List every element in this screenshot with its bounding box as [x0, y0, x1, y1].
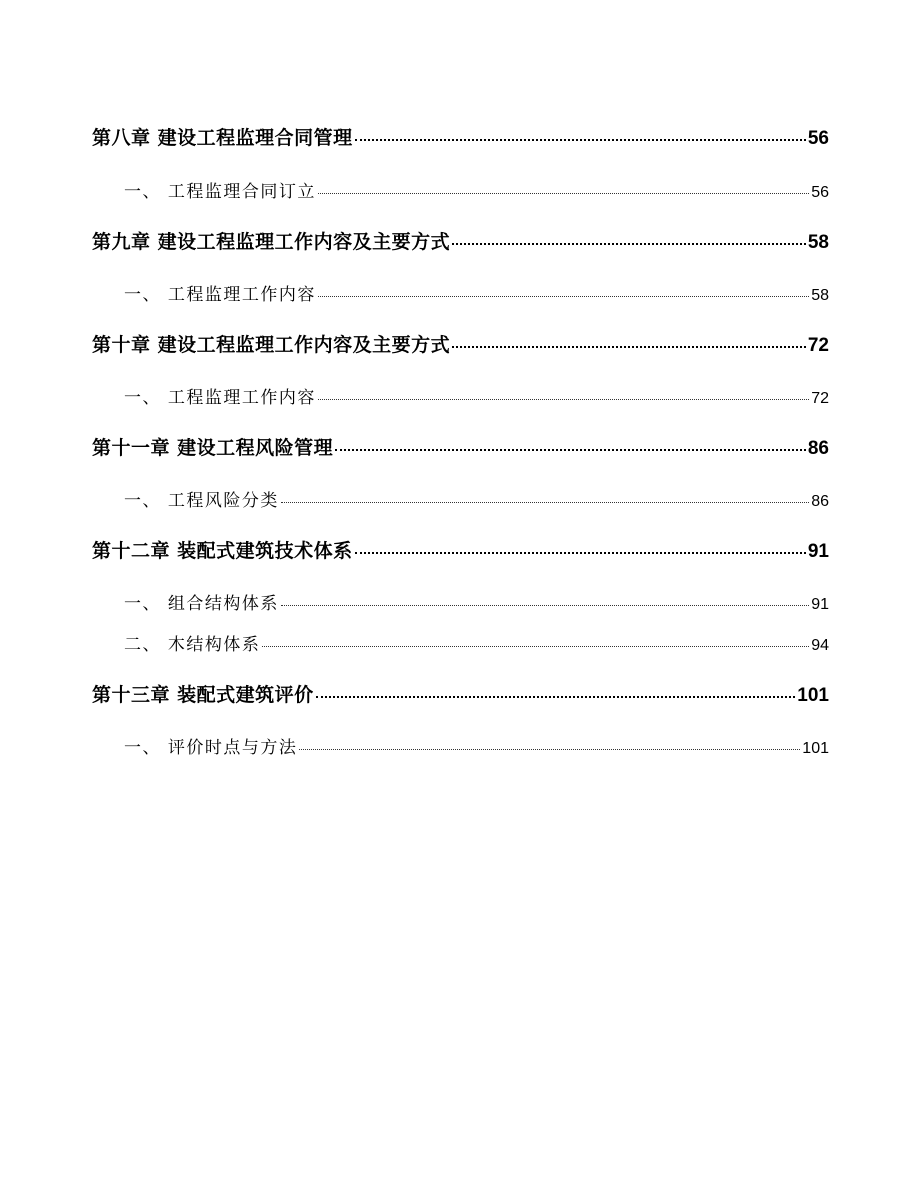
- toc-section-9-1[interactable]: [124, 280, 829, 305]
- toc-entry-page: 101: [802, 740, 829, 757]
- toc-entry-title: 第八章 建设工程监理合同管理: [92, 127, 353, 149]
- toc-entry-title: 第十二章 装配式建筑技术体系: [92, 540, 353, 562]
- toc-chapter-13[interactable]: [92, 680, 829, 707]
- dot-leader: [318, 399, 809, 400]
- toc-entry-title: 一、 工程风险分类: [124, 491, 279, 511]
- toc-section-11-1[interactable]: [124, 486, 829, 511]
- toc-entry-title: 一、 评价时点与方法: [124, 738, 298, 758]
- dot-leader: [318, 296, 809, 297]
- toc-entry-title: 一、 组合结构体系: [124, 594, 279, 614]
- toc-chapter-9[interactable]: [92, 227, 829, 254]
- toc-chapter-12[interactable]: [92, 536, 829, 563]
- toc-entry-title: 一、 工程监理合同订立: [124, 182, 316, 202]
- dot-leader: [299, 749, 800, 750]
- toc-entry-title: 一、 工程监理工作内容: [124, 388, 316, 408]
- toc-section-13-1[interactable]: [124, 733, 829, 758]
- toc-entry-page: 94: [811, 637, 829, 654]
- toc-entry-page: 86: [807, 438, 829, 459]
- dot-leader: [452, 346, 806, 348]
- toc-entry-title: 第十章 建设工程监理工作内容及主要方式: [92, 334, 451, 356]
- toc-section-10-1[interactable]: [124, 383, 829, 408]
- toc-entry-page: 101: [797, 685, 829, 706]
- toc-chapter-8[interactable]: [92, 123, 829, 150]
- toc-section-12-2[interactable]: [124, 630, 829, 655]
- dot-leader: [355, 552, 806, 554]
- toc-entry-page: 86: [811, 493, 829, 510]
- toc-entry-page: 91: [811, 596, 829, 613]
- dot-leader: [318, 193, 809, 194]
- dot-leader: [281, 502, 809, 503]
- toc-entry-title: 第十三章 装配式建筑评价: [92, 684, 314, 706]
- toc-chapter-11[interactable]: [92, 433, 829, 460]
- toc-section-8-1[interactable]: [124, 177, 829, 202]
- toc-entry-title: 一、 工程监理工作内容: [124, 285, 316, 305]
- toc-entry-page: 56: [811, 184, 829, 201]
- dot-leader: [262, 646, 809, 647]
- toc-entry-page: 56: [807, 128, 829, 149]
- toc-chapter-10[interactable]: [92, 330, 829, 357]
- toc-section-12-1[interactable]: [124, 589, 829, 614]
- toc-entry-page: 72: [807, 335, 829, 356]
- toc-entry-title: 第九章 建设工程监理工作内容及主要方式: [92, 231, 451, 253]
- toc-entry-page: 58: [811, 287, 829, 304]
- toc-entry-page: 58: [807, 232, 829, 253]
- toc-entry-title: 二、 木结构体系: [124, 635, 261, 655]
- toc-entry-title: 第十一章 建设工程风险管理: [92, 437, 334, 459]
- toc-entry-page: 91: [807, 541, 829, 562]
- dot-leader: [335, 449, 806, 451]
- dot-leader: [281, 605, 809, 606]
- dot-leader: [355, 139, 806, 141]
- dot-leader: [452, 243, 806, 245]
- toc-entry-page: 72: [811, 390, 829, 407]
- dot-leader: [316, 696, 796, 698]
